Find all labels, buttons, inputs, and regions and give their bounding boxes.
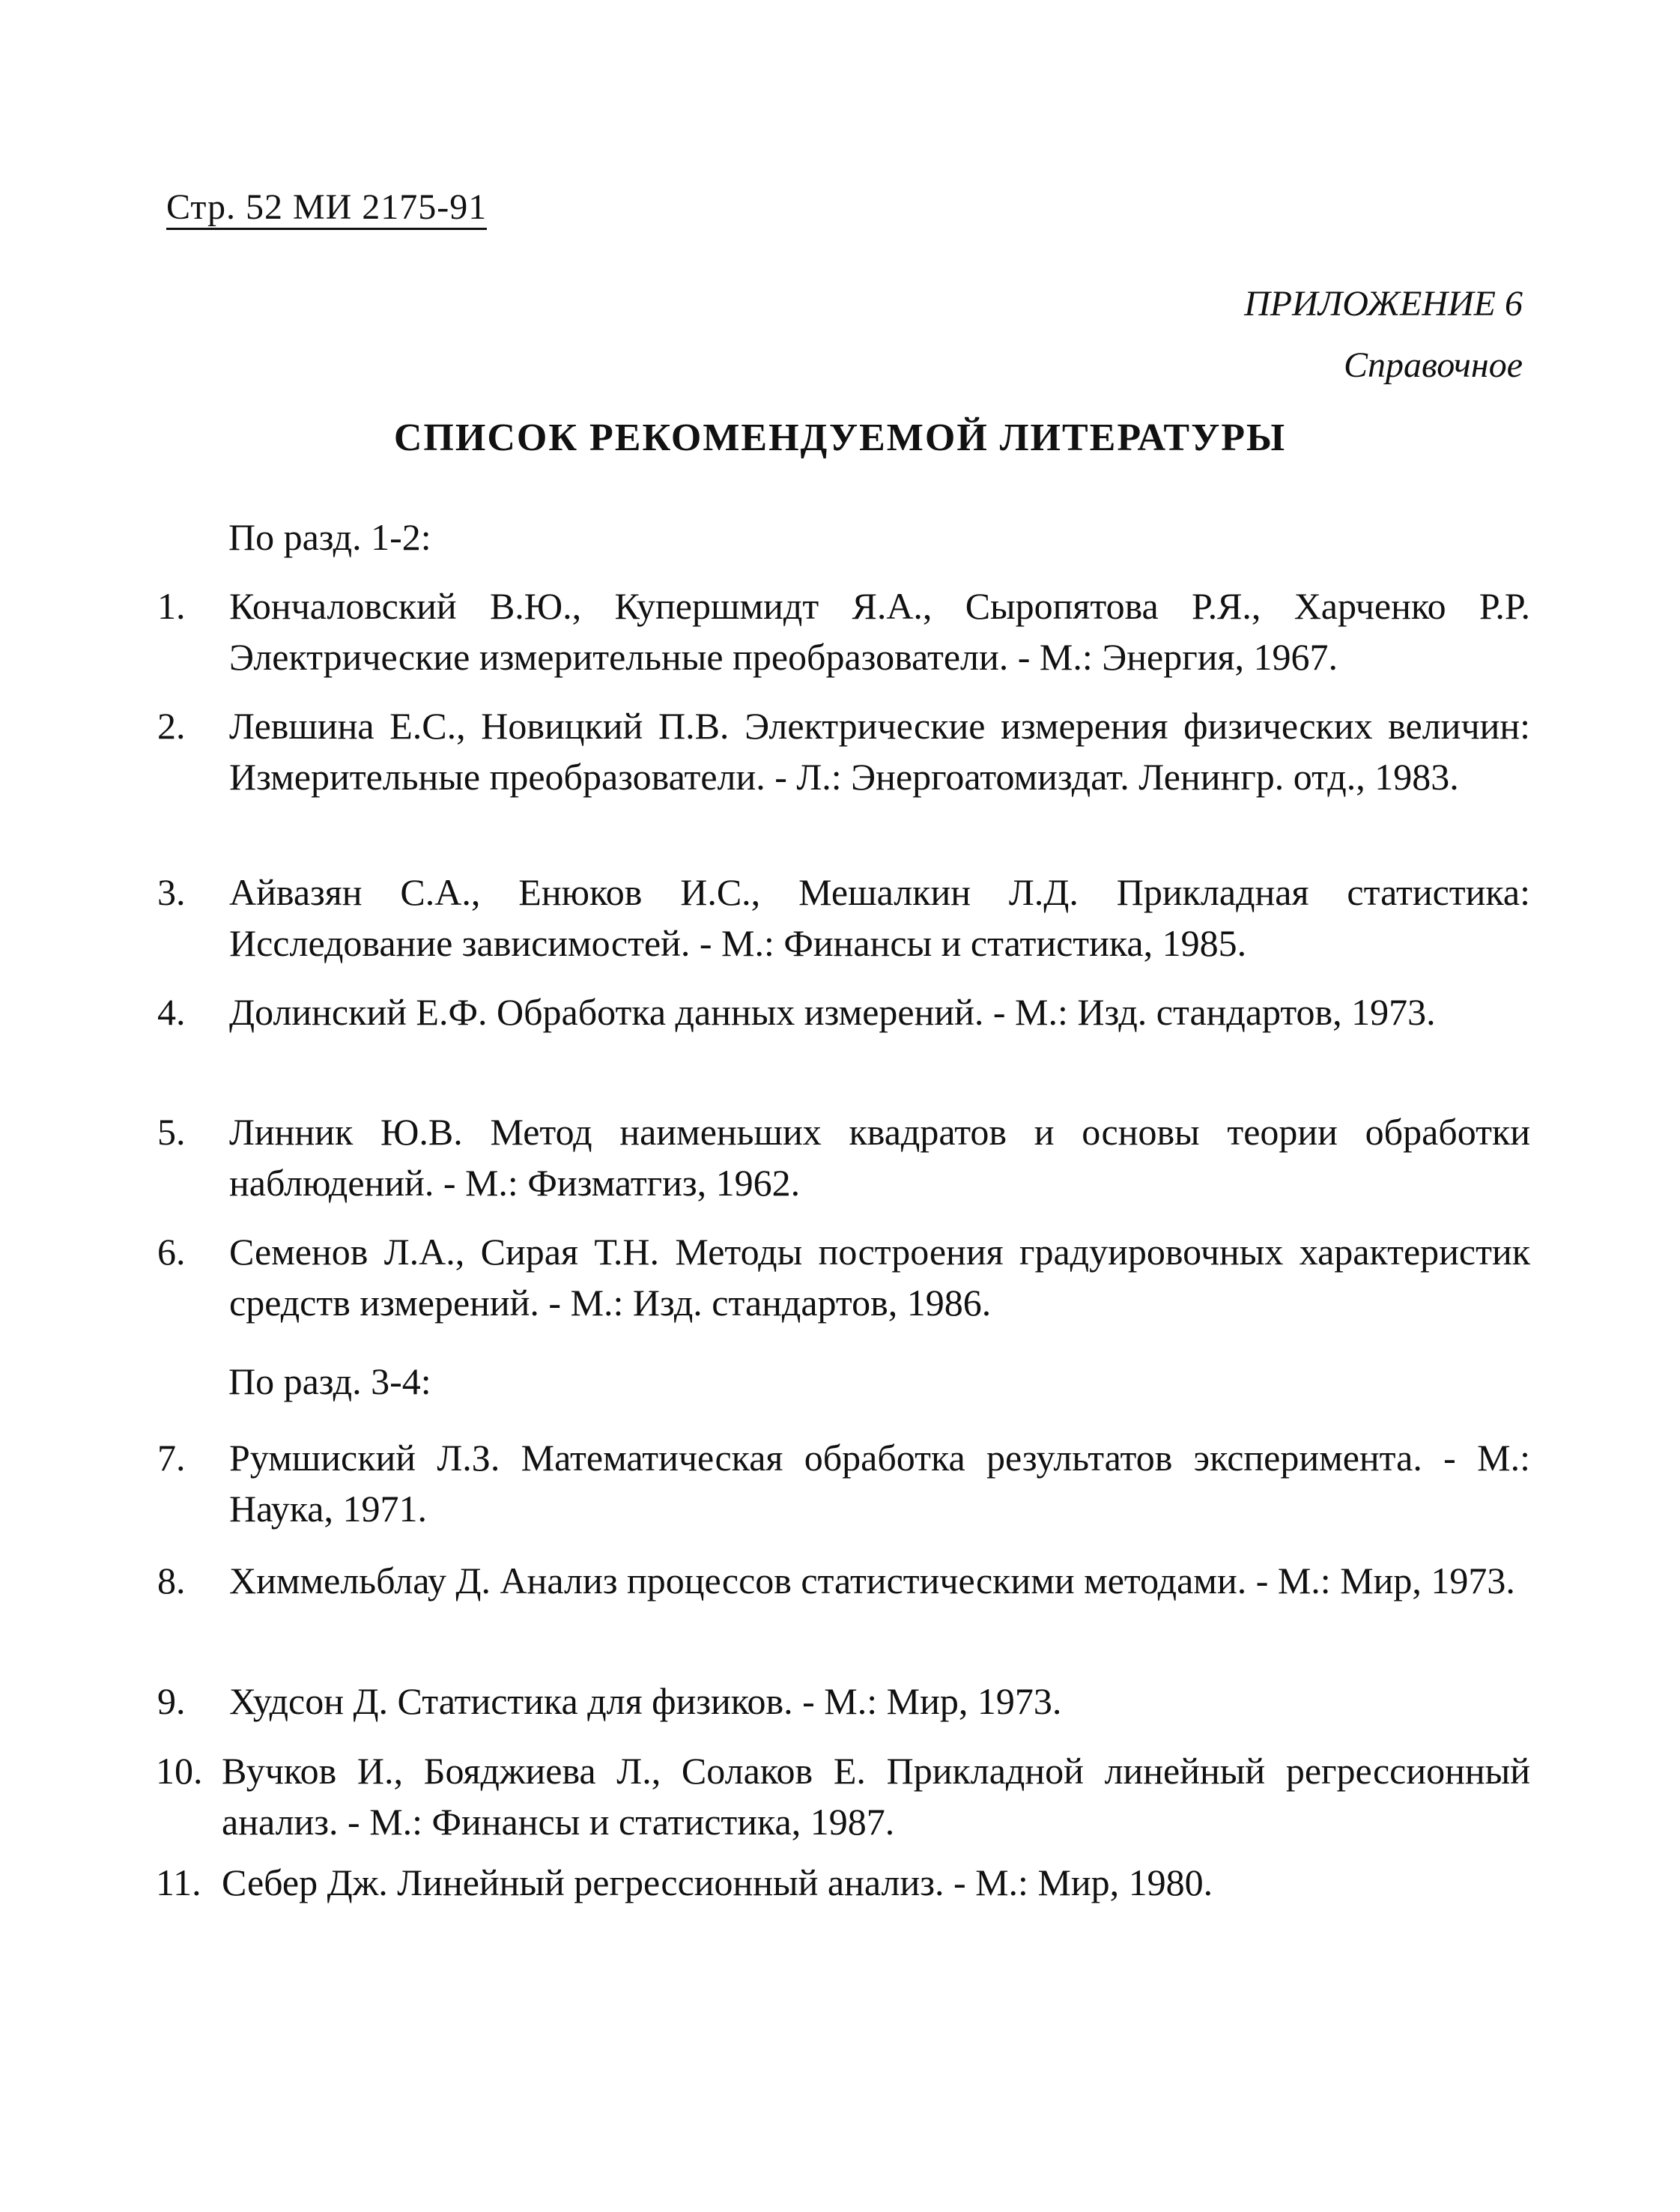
section-label-2: По разд. 3-4: [228,1360,431,1402]
bibliography-entry [157,1676,1530,1727]
entry-number: 11. [156,1861,201,1903]
section-label-1: По разд. 1-2: [228,516,431,558]
entry-text: Химмельблау Д. Анализ процессов статистическими методами. - М.: Мир, 1973. [229,1560,1515,1602]
bibliography-entry [157,700,1530,802]
bibliography-entry [157,987,1530,1037]
bibliography-entry [157,867,1530,969]
entry-number: 1. [157,585,186,627]
appendix-label: ПРИЛОЖЕНИЕ 6 [1244,284,1523,324]
entry-text: Себер Дж. Линейный регрессионный анализ. - М.: Мир, 1980. [222,1861,1213,1903]
entry-number: 3. [157,871,186,913]
entry-text: Линник Ю.В. Метод наименьших квадратов и основы теории обработки наблюдений. - М.: Физматгиз, 1962. [229,1111,1530,1204]
entry-number: 4. [157,991,186,1033]
entry-text: Семенов Л.А., Сирая Т.Н. Методы построения градуировочных характеристик средств измерений. - М.: Изд. стандартов, 1986. [229,1231,1530,1324]
bibliography-entry [157,1555,1530,1606]
bibliography-entry [157,1432,1530,1534]
entry-number: 5. [157,1111,186,1153]
appendix-block [1244,273,1523,396]
entry-number: 7. [157,1437,186,1479]
bibliography-entry [157,1226,1530,1328]
entry-text: Долинский Е.Ф. Обработка данных измерений. - М.: Изд. стандартов, 1973. [229,991,1436,1033]
bibliography-entry [157,581,1530,682]
entry-text: Левшина Е.С., Новицкий П.В. Электрические измерения физических величин: Измерительные преобразователи. - Л.: Энергоатомиздат. Ленингр. отд., 1983. [229,705,1530,798]
entry-text: Худсон Д. Статистика для физиков. - М.: Мир, 1973. [229,1680,1062,1722]
bibliography-entry [157,1745,1530,1847]
bibliography-entry [157,1857,1530,1908]
entry-number: 10. [156,1750,203,1792]
entry-number: 2. [157,705,186,747]
entry-text: Кончаловский В.Ю., Купершмидт Я.А., Сыропятова Р.Я., Харченко Р.Р. Электрические измерительные преобразователи. - М.: Энергия, 1967. [229,585,1530,678]
entry-text: Румшиский Л.З. Математическая обработка результатов эксперимента. - М.: Наука, 1971. [229,1437,1530,1530]
entry-text: Айвазян С.А., Енюков И.С., Мешалкин Л.Д. Прикладная статистика: Исследование зависимостей. - М.: Финансы и статистика, 1985. [229,871,1530,964]
document-title: СПИСОК РЕКОМЕНДУЕМОЙ ЛИТЕРАТУРЫ [393,416,1287,459]
appendix-type: Справочное [1344,345,1523,385]
entry-number: 8. [157,1560,186,1602]
bibliography-entry [157,1106,1530,1208]
entry-text: Вучков И., Бояджиева Л., Солаков Е. Прикладной линейный регрессионный анализ. - М.: Финансы и статистика, 1987. [222,1750,1530,1843]
entry-number: 6. [157,1231,186,1273]
page-header: Стр. 52 МИ 2175-91 [166,189,487,230]
entry-number: 9. [157,1680,186,1722]
